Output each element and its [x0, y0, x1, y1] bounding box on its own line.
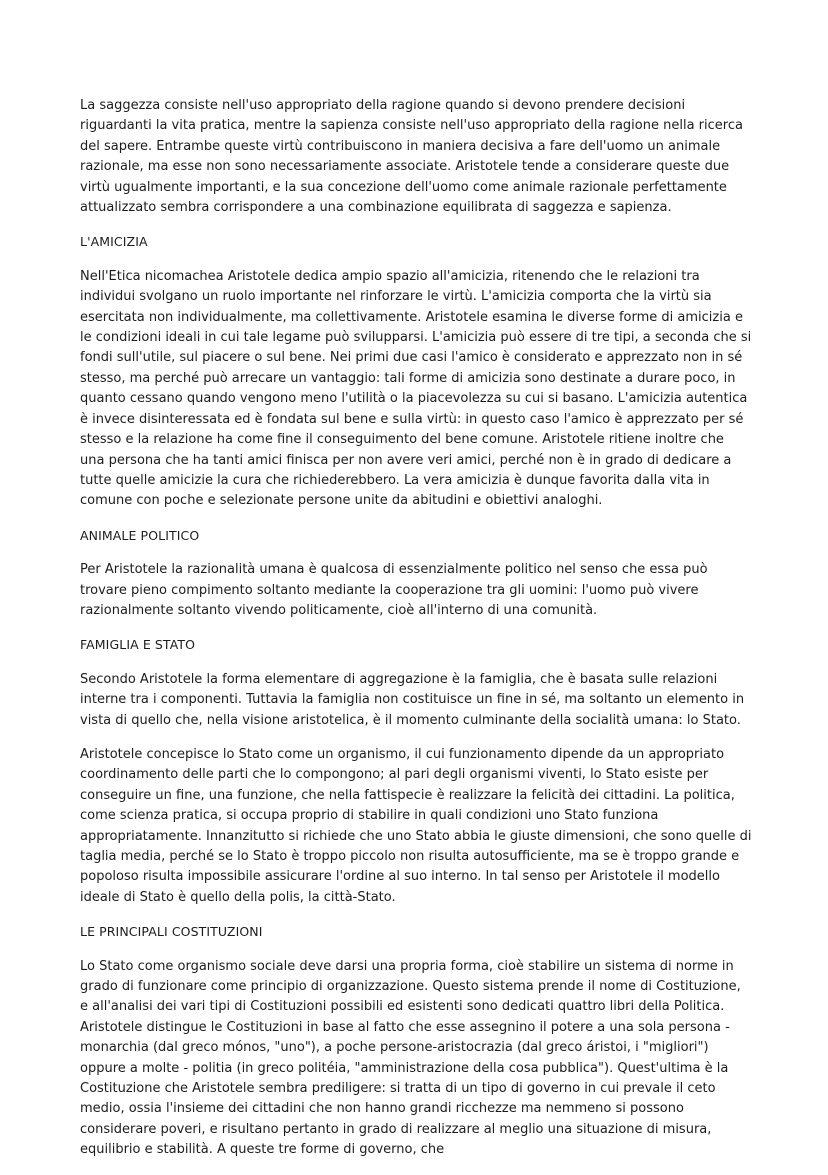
- heading-animale-politico: ANIMALE POLITICO: [80, 527, 200, 543]
- paragraph-stato-organismo: Aristotele concepisce lo Stato come un organismo, il cui funzionamento dipende da un appropriato coordinamento delle parti che lo compongono; al pari degli organismi viventi, lo Stato esiste per conseguire un fine, una funzione, che nella fattispecie è realizzare la felicità dei cittadini. La politica, come scienza pratica, si occupa proprio di stabilire in quali condizioni uno Stato funziona appropriatamente. Innanzitutto si richiede che uno Stato abbia le giuste dimensioni, che sono quelle di taglia media, perché se lo Stato è troppo piccolo non risulta autosufficiente, ma se è troppo grande e popoloso risulta impossibile assicurare l'ordine al suo interno. In tal senso per Aristotele il modello ideale di Stato è quello della polis, la città-Stato.: [80, 746, 752, 905]
- heading-principali-costituzioni: LE PRINCIPALI COSTITUZIONI: [80, 924, 263, 940]
- paragraph-saggezza-sapienza: La saggezza consiste nell'uso appropriato della ragione quando si devono prendere decisioni riguardanti la vita pratica, mentre la sapienza consiste nell'uso appropriato della ragione nella ricerca del sapere. Entrambe queste virtù contribuiscono in maniera decisiva a fare dell'uomo un animale razionale, ma esse non sono necessariamente associate. Aristotele tende a considerare queste due virtù ugualmente importanti, e la sua concezione dell'uomo come animale razionale perfettamente attualizzato sembra corrispondere a una combinazione equilibrata di saggezza e sapienza.: [80, 98, 743, 216]
- paragraph-costituzioni: Lo Stato come organismo sociale deve darsi una propria forma, cioè stabilire un sistema di norme in grado di funzionare come principio di organizzazione. Questo sistema prende il nome di Costituzione, e all'analisi dei vari tipi di Costituzioni possibili ed esistenti sono dedicati quattro libri della Politica. Aristotele distingue le Costituzioni in base al fatto che esse assegnino il potere a una sola persona - monarchia (dal greco mónos, "uno"), a poche persone-aristocrazia (dal greco áristoi, i "migliori") oppure a molte - politia (in greco politéia, "amministrazione della cosa pubblica"). Quest'ultima è la Costituzione che Aristotele sembra prediligere: si tratta di un tipo di governo in cui prevale il ceto medio, ossia l'insieme dei cittadini che non hanno grandi ricchezze ma nemmeno si possono considerare poveri, e risultano pertanto in grado di realizzare al meglio una situazione di misura, equilibrio e stabilità. A queste tre forme di governo, che: [80, 958, 741, 1158]
- paragraph-famiglia: Secondo Aristotele la forma elementare di aggregazione è la famiglia, che è basata sulle relazioni interne tra i componenti. Tuttavia la famiglia non costituisce un fine in sé, ma soltanto un elemento in vista di quello che, nella visione aristotelica, è il momento culminante della socialità umana: lo Stato.: [80, 671, 745, 728]
- paragraph-amicizia: Nell'Etica nicomachea Aristotele dedica ampio spazio all'amicizia, ritenendo che le relazioni tra individui svolgano un ruolo importante nel rinforzare le virtù. L'amicizia comporta che la virtù sia esercitata non individualmente, ma collettivamente. Aristotele esamina le diverse forme di amicizia e le condizioni ideali in cui tale legame può svilupparsi. L'amicizia può essere di tre tipi, a seconda che si fondi sull'utile, sul piacere o sul bene. Nei primi due casi l'amico è considerato e apprezzato non in sé stesso, ma perché può arrecare un vantaggio: tali forme di amicizia sono destinate a durare poco, in quanto cessano quando vengono meno l'utilità o la piacevolezza su cui si basano. L'amicizia autentica è invece disinteressata ed è fondata sul bene e sulla virtù: in questo caso l'amico è apprezzato per sé stesso e la relazione ha come fine il conseguimento del bene comune. Aristotele ritiene inoltre che una persona che ha tanti amici finisca per non avere veri amici, perché non è in grado di dedicare a tutte quelle amicizie la cura che richiederebbero. La vera amicizia è dunque favorita dalla vita in comune con poche e selezionate persone unite da abitudini e obiettivi analoghi.: [80, 268, 752, 509]
- paragraph-animale-politico: Per Aristotele la razionalità umana è qualcosa di essenzialmente politico nel senso che essa può trovare pieno compimento soltanto mediante la cooperazione tra gli uomini: l'uomo può vivere razionalmente soltanto vivendo politicamente, cioè all'interno di una comunità.: [80, 562, 708, 618]
- heading-famiglia-e-stato: FAMIGLIA E STATO: [80, 637, 196, 653]
- heading-amicizia: L'AMICIZIA: [80, 234, 148, 250]
- document-page: [80, 96, 752, 1175]
